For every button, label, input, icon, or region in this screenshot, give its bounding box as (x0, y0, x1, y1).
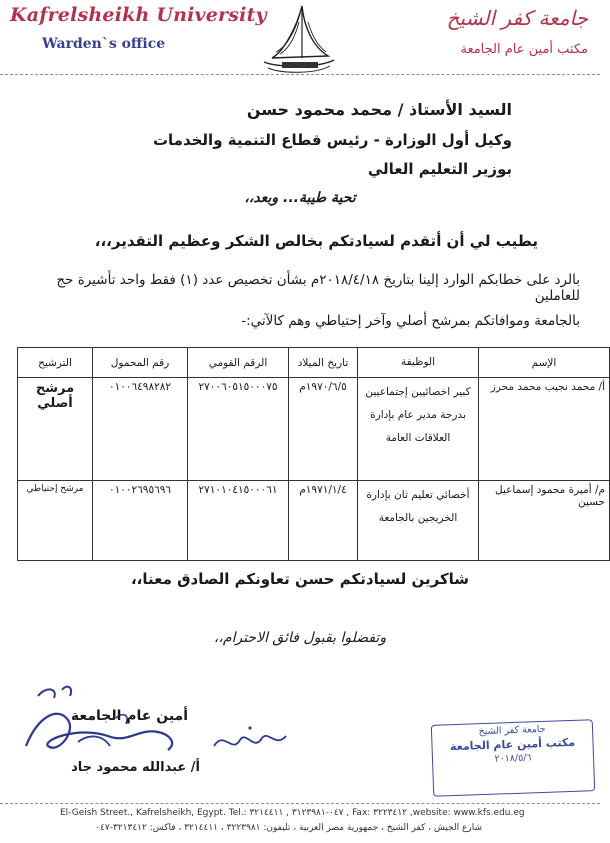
nominees-table (17, 347, 610, 561)
cell-dob: ١٩٧٠/٦/٥م (289, 378, 358, 481)
cell-name: م/ أميرة محمود إسماعيل حسين (479, 481, 610, 561)
col-header-name: الإسم (479, 348, 610, 378)
request-line: يطيب لي أن أتقدم لسيادتكم بخالص الشكر وعظيم التقدير،،، (94, 232, 538, 250)
cell-mobile: ٠١٠٠٢٦٩٥٦٩٦ (93, 481, 188, 561)
header-divider (0, 74, 600, 75)
footer-divider (0, 803, 600, 804)
stamp-line-2: مكتب أمين عام الجامعة (449, 735, 576, 754)
handwritten-initials-icon (210, 720, 290, 760)
office-stamp (431, 719, 595, 797)
university-logo-icon (258, 2, 338, 76)
cell-job: أخصائي تعليم ثان بإدارة الخريجين بالجامعة (358, 481, 479, 561)
cell-name: أ/ محمد نجيب محمد محرز (479, 378, 610, 481)
table-row (18, 481, 610, 561)
university-name-en: Kafrelsheikh University (10, 4, 267, 26)
footer-address-ar: شارع الجيش ، كفر الشيخ ، جمهورية مصر العربية ، تليفون: ٣٢٢٣٩٨١ ، ٣٢١٤٤١١ ، فاكس: ٣٢١٣٤١٢-٠٤٧ (95, 823, 482, 833)
cell-national-id: ٢٧٠٠٦٠٥١٥٠٠٠٧٥ (188, 378, 289, 481)
table-row (18, 378, 610, 481)
addressee-ministry: بوزير التعليم العالي (367, 160, 512, 178)
closing-line: وتفضلوا بقبول فائق الاحترام،، (213, 630, 387, 646)
body-paragraph-1: بالرد على خطابكم الوارد إلينا بتاريخ ٢٠١٨/٤/١٨م بشأن تخصيص عدد (١) فقط واحد تأشيرة حج للعاملين (56, 272, 580, 304)
office-name-ar: مكتب أمين عام الجامعة (460, 42, 588, 57)
signatory-title: أمين عام الجامعة (70, 708, 188, 724)
col-header-national-id: الرقم القومي (188, 348, 289, 378)
cell-nomination: مرشح أصلي (18, 378, 93, 481)
cell-nomination: مرشح إحتياطي (18, 481, 93, 561)
cell-dob: ١٩٧١/١/٤م (289, 481, 358, 561)
addressee: السيد الأستاذ / محمد محمود حسن (246, 100, 512, 119)
greeting: تحية طيبة... وبعد،، (244, 190, 356, 206)
table-header-row (18, 348, 610, 378)
cell-job: كبير اخصائيين إجتماعيين بدرجة مدير عام بإدارة العلاقات العامة (358, 378, 479, 481)
addressee-position: وكيل أول الوزارة - رئيس قطاع التنمية والخدمات (152, 131, 512, 149)
stamp-date: ٢٠١٨/٥/٦ (494, 752, 532, 765)
signatory-name: أ/ عبدالله محمود جاد (71, 760, 200, 775)
col-header-dob: تاريخ الميلاد (289, 348, 358, 378)
body-paragraph-2: بالجامعة وموافاتكم بمرشح أصلي وآخر إحتياطي وهم كالآتي:- (241, 313, 580, 329)
university-name-ar: جامعة كفر الشيخ (446, 6, 588, 30)
cell-national-id: ٢٧١٠١٠٤١٥٠٠٠٦١ (188, 481, 289, 561)
thanks-line: شاكرين لسيادتكم حسن تعاونكم الصادق معنا،، (130, 570, 470, 588)
office-name-en: Warden`s office (42, 36, 166, 52)
col-header-mobile: رقم المحمول (93, 348, 188, 378)
cell-mobile: ٠١٠٠٦٤٩٨٢٨٢ (93, 378, 188, 481)
footer-address-en: El-Geish Street., Kafrelsheikh, Egypt. Tel.: ٠٤٧-٣١٢٣٩٨١ , ٣٢١٤٤١١ , Fax: ٣٢٢٣٤١٢ ,website: www.kfs.edu.eg (60, 808, 525, 818)
col-header-job: الوظيفة (358, 348, 479, 378)
stamp-line-1: جامعة كفر الشيخ (478, 723, 546, 738)
col-header-nomination: الترشيح (18, 348, 93, 378)
